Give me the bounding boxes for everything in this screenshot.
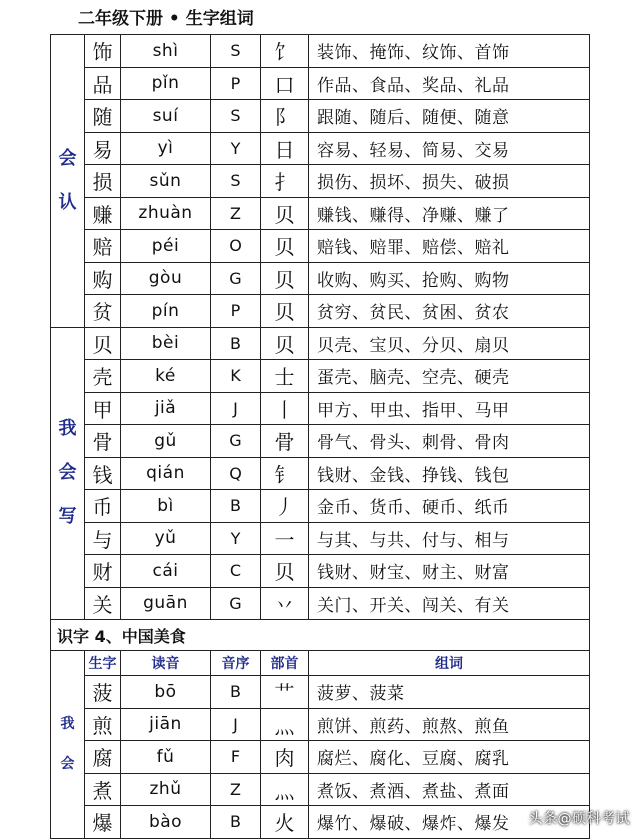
group-label-char: 我 <box>58 418 77 440</box>
cell-pinyin: bào <box>121 806 211 839</box>
cell-char: 贝 <box>85 327 121 360</box>
table-row <box>51 425 590 458</box>
group-label <box>51 35 85 328</box>
cell-initial: S <box>211 165 261 198</box>
group-label <box>51 327 85 620</box>
cell-words: 贝壳、宝贝、分贝、扇贝 <box>309 327 590 360</box>
cell-words: 作品、食品、奖品、礼品 <box>309 67 590 100</box>
cell-initial: F <box>211 741 261 774</box>
cell-words: 蛋壳、脑壳、空壳、硬壳 <box>309 360 590 393</box>
group-label-char: 我 <box>60 716 75 733</box>
table-row <box>51 197 590 230</box>
cell-char: 骨 <box>85 425 121 458</box>
cell-pinyin: jiān <box>121 708 211 741</box>
cell-radical: 贝 <box>261 262 309 295</box>
cell-radical: 丨 <box>261 392 309 425</box>
cell-pinyin: shì <box>121 35 211 68</box>
table-row <box>51 708 590 741</box>
cell-char: 赚 <box>85 197 121 230</box>
table-row <box>51 360 590 393</box>
cell-words: 与其、与共、付与、相与 <box>309 522 590 555</box>
cell-pinyin: pǐn <box>121 67 211 100</box>
cell-pinyin: bèi <box>121 327 211 360</box>
cell-char: 壳 <box>85 360 121 393</box>
cell-pinyin: yǔ <box>121 522 211 555</box>
cell-pinyin: qián <box>121 457 211 490</box>
group-label-char: 会 <box>58 147 77 169</box>
cell-radical: 丿 <box>261 490 309 523</box>
cell-radical: 肉 <box>261 741 309 774</box>
cell-pinyin: jiǎ <box>121 392 211 425</box>
cell-initial: Y <box>211 522 261 555</box>
cell-words: 腐烂、腐化、豆腐、腐乳 <box>309 741 590 774</box>
group-label-char: 会 <box>60 756 75 773</box>
cell-char: 煎 <box>85 708 121 741</box>
cell-initial: B <box>211 676 261 709</box>
table-row <box>51 35 590 68</box>
cell-words: 跟随、随后、随便、随意 <box>309 100 590 133</box>
cell-words: 钱财、金钱、挣钱、钱包 <box>309 457 590 490</box>
cell-initial: Y <box>211 132 261 165</box>
table-row <box>51 67 590 100</box>
header-words: 组词 <box>309 651 590 676</box>
cell-initial: P <box>211 67 261 100</box>
cell-initial: G <box>211 587 261 620</box>
cell-words: 骨气、骨头、刺骨、骨肉 <box>309 425 590 458</box>
table-row <box>51 132 590 165</box>
page-title: 二年级下册 • 生字组词 <box>78 9 254 29</box>
cell-pinyin: yì <box>121 132 211 165</box>
cell-initial: B <box>211 327 261 360</box>
cell-initial: S <box>211 35 261 68</box>
table-row <box>51 490 590 523</box>
cell-words: 煮饭、煮酒、煮盐、煮面 <box>309 773 590 806</box>
cell-words: 金币、货币、硬币、纸币 <box>309 490 590 523</box>
cell-radical: 骨 <box>261 425 309 458</box>
cell-char: 煮 <box>85 773 121 806</box>
cell-radical: 一 <box>261 522 309 555</box>
cell-initial: C <box>211 555 261 588</box>
cell-radical: 口 <box>261 67 309 100</box>
table-row <box>51 676 590 709</box>
cell-char: 饰 <box>85 35 121 68</box>
cell-pinyin: zhǔ <box>121 773 211 806</box>
cell-char: 贫 <box>85 295 121 328</box>
cell-initial: G <box>211 425 261 458</box>
table-row <box>51 522 590 555</box>
cell-radical: 贝 <box>261 230 309 263</box>
cell-words: 赔钱、赔罪、赔偿、赔礼 <box>309 230 590 263</box>
cell-initial: J <box>211 392 261 425</box>
cell-initial: O <box>211 230 261 263</box>
cell-pinyin: guān <box>121 587 211 620</box>
cell-char: 财 <box>85 555 121 588</box>
group-label-char: 写 <box>58 506 77 528</box>
header-initial: 音序 <box>211 651 261 676</box>
group-label-char: 会 <box>58 462 77 484</box>
cell-pinyin: gòu <box>121 262 211 295</box>
cell-char: 爆 <box>85 806 121 839</box>
cell-words: 贫穷、贫民、贫困、贫农 <box>309 295 590 328</box>
cell-char: 赔 <box>85 230 121 263</box>
header-radical: 部首 <box>261 651 309 676</box>
cell-initial: P <box>211 295 261 328</box>
header-pinyin: 读音 <box>121 651 211 676</box>
cell-initial: Q <box>211 457 261 490</box>
cell-radical: 阝 <box>261 100 309 133</box>
cell-words: 钱财、财宝、财主、财富 <box>309 555 590 588</box>
column-header-row <box>51 651 590 676</box>
cell-words: 装饰、掩饰、纹饰、首饰 <box>309 35 590 68</box>
vocab-table-body <box>51 35 590 839</box>
cell-initial: S <box>211 100 261 133</box>
cell-pinyin: zhuàn <box>121 197 211 230</box>
cell-char: 腐 <box>85 741 121 774</box>
cell-radical: 日 <box>261 132 309 165</box>
cell-initial: K <box>211 360 261 393</box>
cell-char: 关 <box>85 587 121 620</box>
cell-pinyin: fǔ <box>121 741 211 774</box>
cell-radical: 贝 <box>261 555 309 588</box>
table-row <box>51 392 590 425</box>
cell-radical: 扌 <box>261 165 309 198</box>
cell-words: 煎饼、煎药、煎熬、煎鱼 <box>309 708 590 741</box>
table-row <box>51 295 590 328</box>
cell-char: 易 <box>85 132 121 165</box>
table-row <box>51 741 590 774</box>
cell-words: 容易、轻易、简易、交易 <box>309 132 590 165</box>
cell-initial: Z <box>211 197 261 230</box>
cell-pinyin: bō <box>121 676 211 709</box>
cell-words: 收购、购买、抢购、购物 <box>309 262 590 295</box>
header-char: 生字 <box>85 651 121 676</box>
cell-char: 购 <box>85 262 121 295</box>
cell-radical: 钅 <box>261 457 309 490</box>
cell-pinyin: pín <box>121 295 211 328</box>
table-row <box>51 100 590 133</box>
table-row <box>51 457 590 490</box>
group-label <box>51 651 85 839</box>
cell-pinyin: ké <box>121 360 211 393</box>
cell-char: 币 <box>85 490 121 523</box>
cell-radical: 灬 <box>261 773 309 806</box>
cell-radical: 灬 <box>261 708 309 741</box>
cell-radical: 饣 <box>261 35 309 68</box>
cell-pinyin: sǔn <box>121 165 211 198</box>
cell-char: 菠 <box>85 676 121 709</box>
cell-words: 赚钱、赚得、净赚、赚了 <box>309 197 590 230</box>
cell-radical: 贝 <box>261 327 309 360</box>
cell-radical: 贝 <box>261 197 309 230</box>
table-row <box>51 773 590 806</box>
cell-char: 品 <box>85 67 121 100</box>
table-row <box>51 230 590 263</box>
cell-initial: G <box>211 262 261 295</box>
table-row <box>51 555 590 588</box>
cell-char: 钱 <box>85 457 121 490</box>
cell-char: 损 <box>85 165 121 198</box>
cell-char: 随 <box>85 100 121 133</box>
group-label-char: 认 <box>58 191 77 213</box>
section-title-row <box>51 620 590 651</box>
cell-initial: J <box>211 708 261 741</box>
cell-char: 甲 <box>85 392 121 425</box>
cell-words: 菠萝、菠菜 <box>309 676 590 709</box>
cell-radical: 丷 <box>261 587 309 620</box>
cell-radical: 贝 <box>261 295 309 328</box>
cell-radical: 火 <box>261 806 309 839</box>
cell-pinyin: suí <box>121 100 211 133</box>
cell-initial: B <box>211 490 261 523</box>
cell-radical: 艹 <box>261 676 309 709</box>
watermark: 头条@硕科考试 <box>528 811 630 827</box>
cell-pinyin: péi <box>121 230 211 263</box>
section-title: 识字 4、中国美食 <box>51 620 590 651</box>
table-row <box>51 262 590 295</box>
cell-pinyin: bì <box>121 490 211 523</box>
table-row <box>51 327 590 360</box>
cell-words: 爆竹、爆破、爆炸、爆发 <box>309 806 590 839</box>
cell-initial: Z <box>211 773 261 806</box>
table-row <box>51 587 590 620</box>
cell-char: 与 <box>85 522 121 555</box>
table-row <box>51 806 590 839</box>
cell-words: 损伤、损坏、损失、破损 <box>309 165 590 198</box>
cell-pinyin: cái <box>121 555 211 588</box>
cell-radical: 士 <box>261 360 309 393</box>
table-row <box>51 165 590 198</box>
cell-words: 关门、开关、闯关、有关 <box>309 587 590 620</box>
cell-initial: B <box>211 806 261 839</box>
vocab-table <box>50 34 590 839</box>
cell-pinyin: gǔ <box>121 425 211 458</box>
cell-words: 甲方、甲虫、指甲、马甲 <box>309 392 590 425</box>
